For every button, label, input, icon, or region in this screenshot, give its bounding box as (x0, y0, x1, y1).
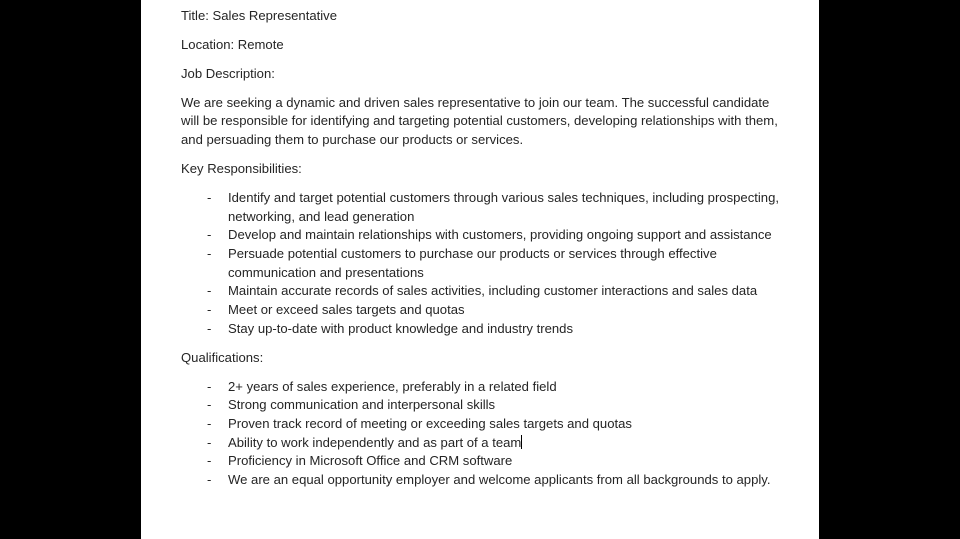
text-cursor-caret (521, 435, 522, 449)
bullet-marker-icon: - (207, 245, 212, 261)
bullet-item (181, 471, 781, 490)
bullet-marker-icon: - (207, 453, 212, 469)
section-heading: Key Responsibilities: (181, 160, 302, 176)
bullet-item (181, 320, 781, 339)
bullet-list (181, 378, 781, 490)
bullet-text: Strong communication and interpersonal skills (228, 397, 496, 413)
bullet-text: Maintain accurate records of sales activities, including customer interactions and sales data (228, 283, 758, 299)
bullet-text: 2+ years of sales experience, preferably in a related field (228, 378, 557, 394)
bullet-item (181, 396, 781, 415)
bullet-marker-icon: - (207, 189, 212, 205)
bullet-item (181, 282, 781, 301)
bullet-item (181, 378, 781, 397)
bullet-marker-icon: - (207, 397, 212, 413)
bullet-item (181, 245, 781, 282)
bullet-text: Meet or exceed sales targets and quotas (228, 302, 465, 318)
bullet-text: Proven track record of meeting or exceeding sales targets and quotas (228, 415, 632, 431)
document-header-line: Location: Remote (181, 36, 284, 52)
bullet-item (181, 452, 781, 471)
letterbox-left (0, 0, 141, 539)
intro-paragraph: We are seeking a dynamic and driven sales representative to join our team. The successful candidate will be responsible for identifying and targeting potential customers, developing relationships with them, and persuading them to purchase our products or services. (181, 94, 778, 148)
document-text-body[interactable] (181, 7, 781, 500)
bullet-text: Develop and maintain relationships with customers, providing ongoing support and assistance (228, 227, 772, 243)
bullet-text: Ability to work independently and as part of a team (228, 434, 522, 450)
bullet-marker-icon: - (207, 302, 212, 318)
bullet-marker-icon: - (207, 434, 212, 450)
bullet-text: We are an equal opportunity employer and welcome applicants from all backgrounds to apply. (228, 472, 771, 488)
bullet-text: Identify and target potential customers through various sales techniques, including prospecting, networking, and lead generation (228, 189, 779, 224)
document-header-line: Job Description: (181, 65, 275, 81)
bullet-text: Persuade potential customers to purchase our products or services through effective communication and presentations (228, 245, 717, 280)
letterbox-right (819, 0, 960, 539)
document-header-line: Title: Sales Representative (181, 8, 337, 23)
bullet-item (181, 415, 781, 434)
bullet-item (181, 189, 781, 226)
section-heading: Qualifications: (181, 349, 264, 365)
document-page[interactable] (141, 0, 819, 539)
bullet-marker-icon: - (207, 320, 212, 336)
bullet-marker-icon: - (207, 227, 212, 243)
bullet-item (181, 301, 781, 320)
bullet-marker-icon: - (207, 472, 212, 488)
bullet-item (181, 226, 781, 245)
bullet-marker-icon: - (207, 283, 212, 299)
bullet-text: Stay up-to-date with product knowledge and industry trends (228, 320, 574, 336)
bullet-list (181, 189, 781, 339)
bullet-text: Proficiency in Microsoft Office and CRM software (228, 453, 513, 469)
bullet-marker-icon: - (207, 415, 212, 431)
bullet-marker-icon: - (207, 378, 212, 394)
bullet-item (181, 434, 781, 453)
